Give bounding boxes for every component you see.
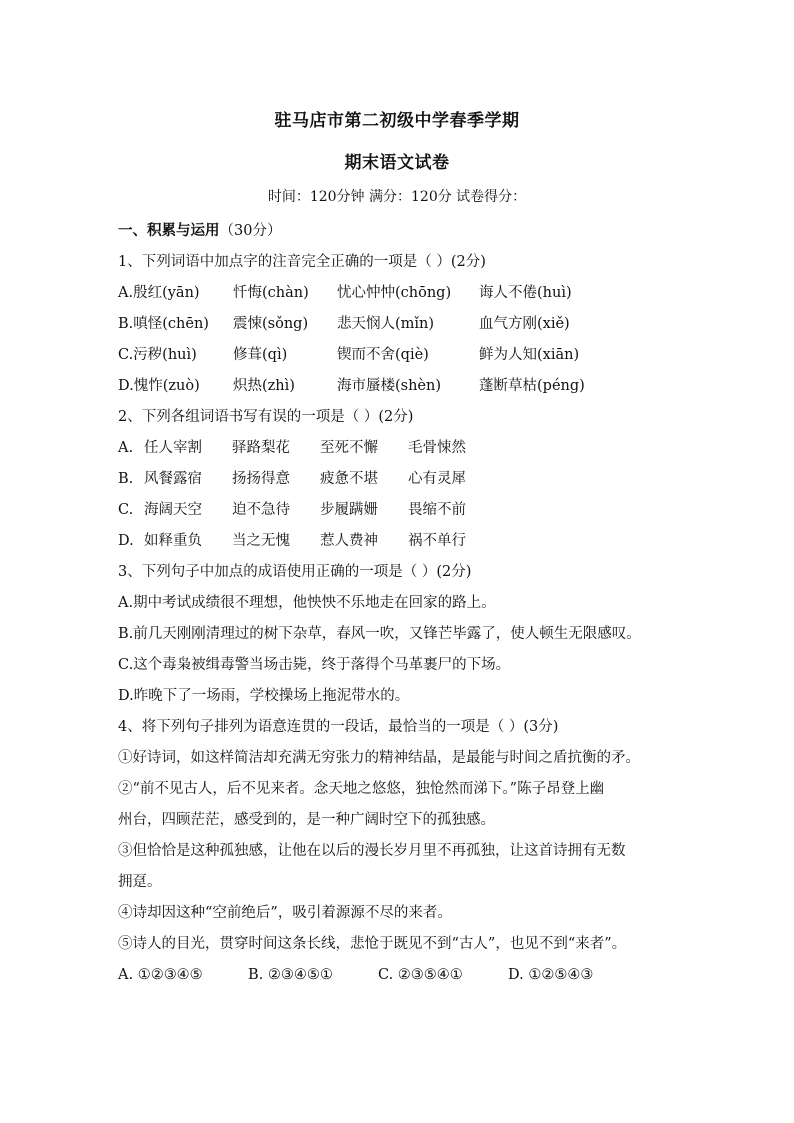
option-term: D.愧怍(zuò): [118, 378, 200, 394]
option-letter: A.: [118, 440, 134, 456]
answer-option-c: C. ②③⑤④①: [378, 967, 463, 983]
option-term: 疲惫不堪: [320, 471, 378, 487]
option-term: B.嗔怪(chēn): [118, 316, 209, 332]
option-term: 悲天悯人(mǐn): [337, 316, 435, 332]
school-title: 驻马店市第二初级中学春季学期: [274, 111, 520, 131]
question-1-stem: 1、下列词语中加点字的注音完全正确的一项是（ ）(2分): [118, 254, 486, 270]
question-3-option-b: B.前几天刚刚清理过的树下杂草，春风一吹，又锋芒毕露了，使人顿生无限感叹。: [118, 626, 641, 642]
question-4-sentence: ⑤诗人的目光，贯穿时间这条长线，悲怆于既见不到“古人”，也见不到“来者”。: [118, 936, 627, 952]
option-term: 风餐露宿: [144, 471, 202, 487]
option-term: 畏缩不前: [408, 502, 466, 518]
section-title: 一、积累与运用: [118, 223, 220, 239]
question-4-sentence: ①好诗词，如这样简洁却充满无穷张力的精神结晶，是最能与时间之盾抗衡的矛。: [118, 750, 640, 766]
question-4-sentence: 拥趸。: [118, 874, 162, 890]
question-2-option-c: [118, 495, 698, 526]
question-2-option-a: [118, 433, 698, 464]
question-3-option-d: D.昨晚下了一场雨，学校操场上拖泥带水的。: [118, 688, 410, 704]
option-term: 当之无愧: [232, 533, 290, 549]
section-heading: [118, 216, 698, 247]
exam-title: 期末语文试卷: [344, 153, 450, 173]
option-term: 震悚(sǒng): [233, 316, 309, 332]
question-3-option-c: C.这个毒枭被缉毒警当场击毙，终于落得个马革裹尸的下场。: [118, 657, 511, 673]
option-letter: C.: [118, 502, 134, 518]
question-2-option-d: [118, 526, 698, 557]
option-term: 炽热(zhì): [233, 378, 295, 394]
option-term: 海市蜃楼(shèn): [337, 378, 442, 394]
question-4-sentence: ③但恰恰是这种孤独感，让他在以后的漫长岁月里不再孤独，让这首诗拥有无数: [118, 843, 626, 859]
option-term: 驿路梨花: [232, 440, 290, 456]
question-1-option-c: [118, 340, 698, 371]
option-term: 心有灵犀: [408, 471, 466, 487]
question-1-option-b: [118, 309, 698, 340]
option-term: 任人宰割: [144, 440, 202, 456]
option-letter: D.: [118, 533, 134, 549]
question-4-answers: [118, 960, 698, 991]
question-2-option-b: [118, 464, 698, 495]
option-term: 步履蹒姗: [320, 502, 378, 518]
option-term: 祸不单行: [408, 533, 466, 549]
option-term: C.污秽(huì): [118, 347, 197, 363]
option-term: 如释重负: [144, 533, 202, 549]
question-3-stem: 3、下列句子中加点的成语使用正确的一项是（ ）(2分): [118, 564, 472, 580]
question-1-option-a: [118, 278, 698, 309]
option-term: 海阔天空: [144, 502, 202, 518]
option-term: 诲人不倦(huì): [479, 285, 572, 301]
option-term: 鲜为人知(xiān): [479, 347, 580, 363]
option-term: A.殷红(yān): [118, 285, 200, 301]
answer-option-d: D. ①②⑤④③: [508, 967, 594, 983]
option-term: 扬扬得意: [232, 471, 290, 487]
question-4-sentence: ④诗却因这种“空前绝后”，吸引着源源不尽的来者。: [118, 905, 452, 921]
answer-option-a: A. ①②③④⑤: [118, 967, 203, 983]
option-term: 惹人费神: [320, 533, 378, 549]
option-term: 至死不懈: [320, 440, 378, 456]
option-term: 锲而不舍(qiè): [337, 347, 429, 363]
option-term: 蓬断草枯(péng): [479, 378, 585, 394]
option-term: 毛骨悚然: [408, 440, 466, 456]
option-term: 血气方刚(xiě): [479, 316, 570, 332]
exam-body: [118, 216, 698, 991]
question-2-stem: 2、下列各组词语书写有误的一项是（ ）(2分): [118, 409, 414, 425]
option-term: 修葺(qì): [233, 347, 288, 363]
question-4-stem: 4、将下列句子排列为语意连贯的一段话，最恰当的一项是（ ）(3分): [118, 719, 559, 735]
question-1-option-d: [118, 371, 698, 402]
question-4-sentence: 州台，四顾茫茫，感受到的，是一种广阔时空下的孤独感。: [118, 812, 495, 828]
exam-meta: 时间：120分钟 满分：120分 试卷得分：: [267, 189, 527, 205]
question-4-sentence: ②“前不见古人，后不见来者。念天地之悠悠，独怆然而涕下。”陈子昂登上幽: [118, 781, 605, 797]
option-term: 迫不急待: [232, 502, 290, 518]
option-term: 忧心忡忡(chōng): [337, 285, 452, 301]
question-3-option-a: A.期中考试成绩很不理想，他怏怏不乐地走在回家的路上。: [118, 595, 496, 611]
option-term: 忏悔(chàn): [233, 285, 309, 301]
answer-option-b: B. ②③④⑤①: [248, 967, 333, 983]
option-letter: B.: [118, 471, 134, 487]
section-score: （30分）: [219, 223, 282, 239]
